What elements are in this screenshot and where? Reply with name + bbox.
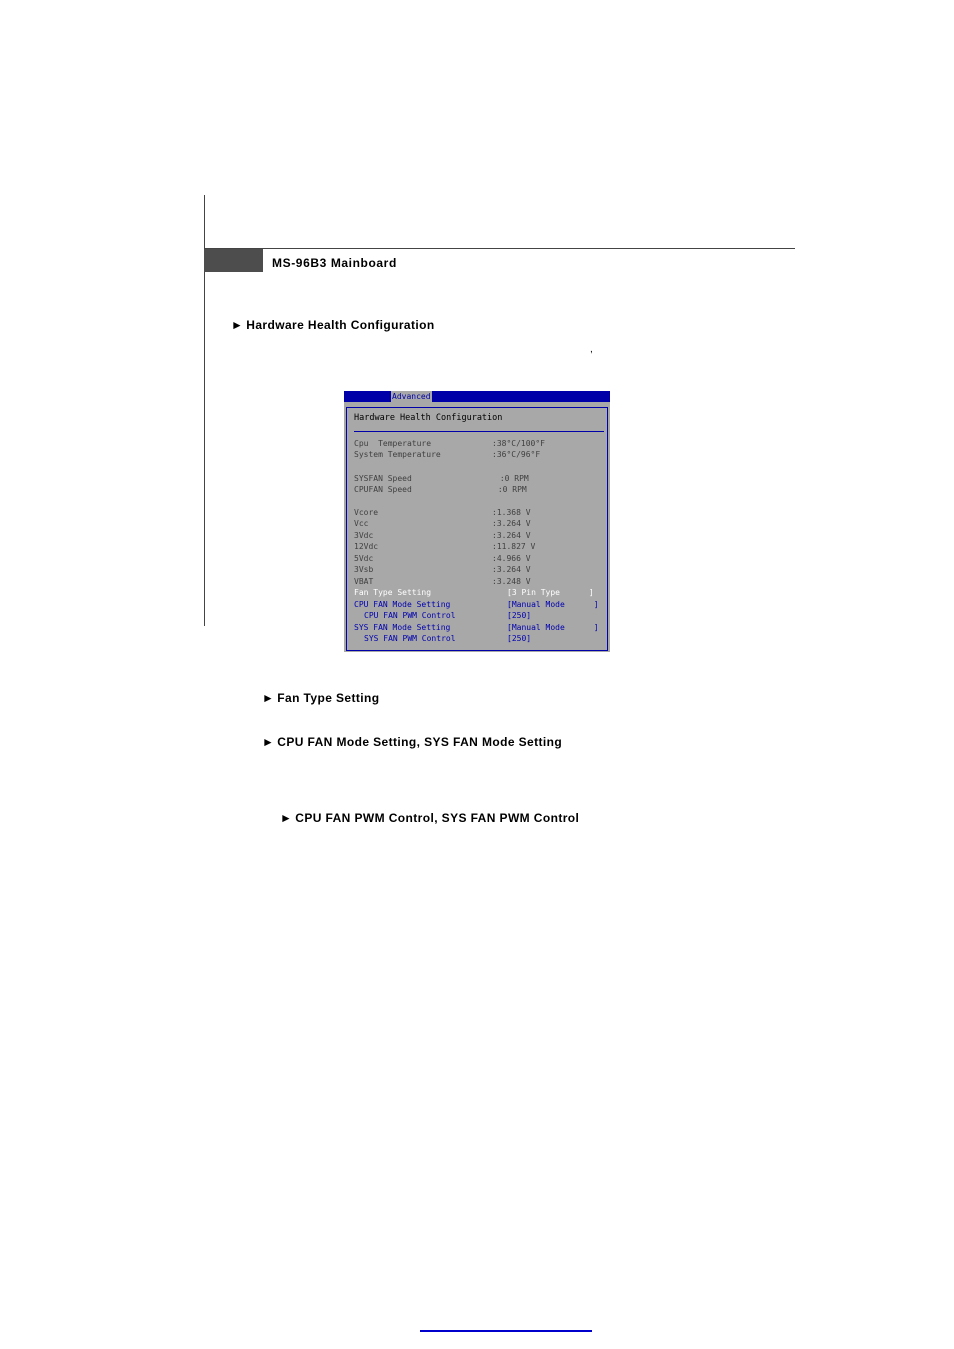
section-heading: Fan Type Setting xyxy=(277,691,380,705)
bios-row-label: 3Vdc xyxy=(354,531,374,540)
bios-row-label: 5Vdc xyxy=(354,554,374,563)
bios-option-label: CPU FAN Mode Setting xyxy=(354,600,451,609)
section-fan-mode xyxy=(262,735,562,749)
bios-row-value: :3.264 V xyxy=(492,565,531,574)
bios-row-label: System Temperature xyxy=(354,450,441,459)
section-fan-type xyxy=(262,691,379,705)
footer-link-underline[interactable] xyxy=(420,1330,592,1332)
bios-row-label: SYSFAN Speed xyxy=(354,474,412,483)
bios-row-label: CPUFAN Speed xyxy=(354,485,412,494)
bios-row-label: Vcore xyxy=(354,508,379,517)
arrow-right-icon: ► xyxy=(262,691,275,705)
section-hardware-health xyxy=(231,318,435,332)
section-heading: CPU FAN Mode Setting, SYS FAN Mode Setting xyxy=(277,735,563,749)
bios-option-label: SYS FAN PWM Control xyxy=(364,634,456,643)
bios-row-value: :36°C/96°F xyxy=(492,450,541,459)
bios-row-value: :3.264 V xyxy=(492,531,531,540)
bios-row-value: :11.827 V xyxy=(492,542,536,551)
bios-option-label: SYS FAN Mode Setting xyxy=(354,623,451,632)
page-header-title: MS-96B3 Mainboard xyxy=(272,256,397,270)
arrow-right-icon: ► xyxy=(280,811,293,825)
bios-row-label: Cpu Temperature xyxy=(354,439,432,448)
bios-option-value: [3 Pin Type ] xyxy=(507,588,594,597)
section-heading: Hardware Health Configuration xyxy=(246,318,435,332)
header-horizontal-rule xyxy=(204,248,795,249)
bios-option-value: [250] xyxy=(507,634,532,643)
section-heading: CPU FAN PWM Control, SYS FAN PWM Control xyxy=(295,811,580,825)
stray-mark: , xyxy=(590,344,593,355)
arrow-right-icon: ► xyxy=(262,735,275,749)
section-pwm-control xyxy=(280,811,579,825)
bios-panel-title: Hardware Health Configuration xyxy=(354,413,503,423)
bios-row-value: :38°C/100°F xyxy=(492,439,545,448)
bios-row-label: 3Vsb xyxy=(354,565,374,574)
bios-screenshot xyxy=(344,391,610,652)
bios-menu-bar xyxy=(344,391,610,402)
bios-option-value: [250] xyxy=(507,611,532,620)
bios-option-value: [Manual Mode ] xyxy=(507,600,599,609)
bios-tab-advanced[interactable]: Advanced xyxy=(392,392,431,401)
header-tab-block xyxy=(204,249,263,272)
bios-row-label: Vcc xyxy=(354,519,369,528)
bios-row-value: :1.368 V xyxy=(492,508,531,517)
bios-row-value: :0 RPM xyxy=(495,474,529,483)
bios-option-value: [Manual Mode ] xyxy=(507,623,599,632)
bios-row-value: :3.264 V xyxy=(492,519,531,528)
bios-panel xyxy=(346,407,608,651)
bios-row-label: 12Vdc xyxy=(354,542,379,551)
bios-option-label: Fan Type Setting xyxy=(354,588,432,597)
bios-row-value: :0 RPM xyxy=(493,485,527,494)
bios-row-value: :3.248 V xyxy=(492,577,531,586)
bios-row-label: VBAT xyxy=(354,577,374,586)
bios-title-divider xyxy=(354,431,604,432)
arrow-right-icon: ► xyxy=(231,318,244,332)
bios-row-value: :4.966 V xyxy=(492,554,531,563)
bios-option-label: CPU FAN PWM Control xyxy=(364,611,456,620)
